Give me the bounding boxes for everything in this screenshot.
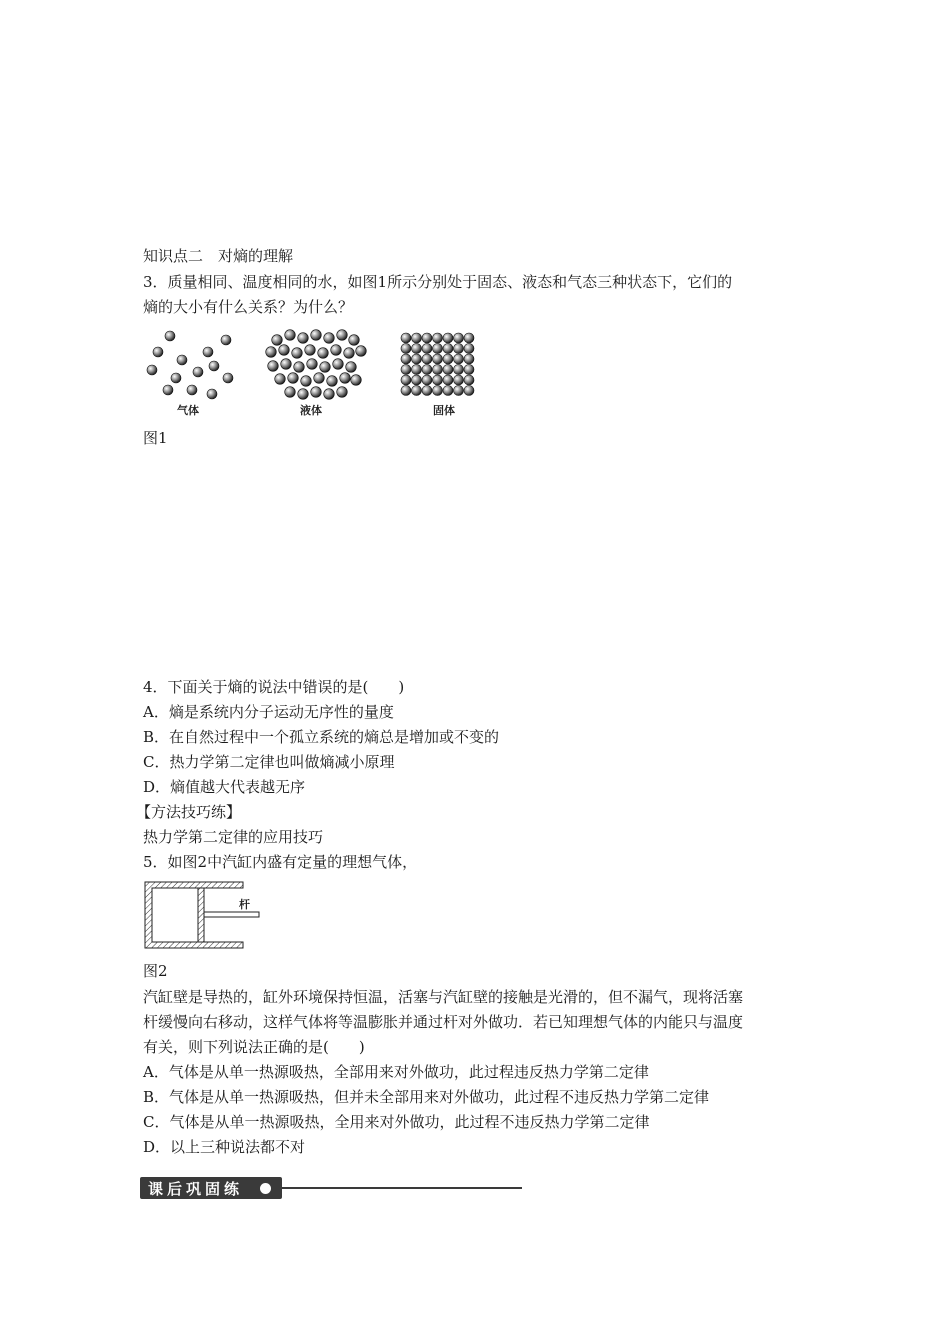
question-5-option-b: B．气体是从单一热源吸热，但并未全部用来对外做功，此过程不违反热力学第二定律 (143, 1088, 710, 1106)
question-3-line-1: 3．质量相同、温度相同的水，如图1所示分别处于固态、液态和气态三种状态下，它们的 (143, 273, 733, 291)
molecule (337, 387, 348, 398)
liquid-label: 液体 (300, 404, 322, 417)
question-5-body-3: 有关，则下列说法正确的是( ) (143, 1038, 365, 1056)
molecule (412, 354, 422, 364)
molecule (337, 330, 348, 341)
after-class-banner (140, 1176, 525, 1202)
molecule (433, 333, 443, 343)
molecule (401, 333, 411, 343)
molecule (412, 375, 422, 385)
molecule (422, 365, 432, 375)
molecule (285, 330, 296, 341)
molecule (433, 375, 443, 385)
question-5-option-a: A．气体是从单一热源吸热，全部用来对外做功，此过程违反热力学第二定律 (143, 1063, 649, 1081)
question-5-option-d: D．以上三种说法都不对 (143, 1138, 306, 1156)
molecule (147, 365, 157, 375)
molecule (333, 359, 344, 370)
banner-box (140, 1177, 282, 1199)
molecule (351, 375, 362, 386)
molecule (307, 359, 318, 370)
methods-subheading: 热力学第二定律的应用技巧 (143, 828, 324, 846)
molecule (275, 374, 286, 385)
molecule (401, 375, 411, 385)
molecule (314, 373, 325, 384)
molecule (454, 365, 464, 375)
molecule (318, 348, 329, 359)
molecule (433, 386, 443, 396)
molecule (298, 389, 309, 400)
molecule (311, 387, 322, 398)
molecule (422, 375, 432, 385)
gas-molecules (147, 331, 233, 399)
solid-label: 固体 (433, 404, 455, 417)
solid-molecules (401, 333, 474, 396)
question-4-option-b: B．在自然过程中一个孤立系统的熵总是增加或不变的 (143, 728, 500, 746)
molecule (443, 386, 453, 396)
molecule (305, 345, 316, 356)
molecule (268, 361, 279, 372)
molecule (301, 376, 312, 387)
molecule (177, 355, 187, 365)
molecule (292, 348, 303, 359)
molecule (443, 375, 453, 385)
molecule (464, 386, 474, 396)
molecule (464, 344, 474, 354)
molecule-states-figure (140, 326, 480, 422)
question-4-option-d: D．熵值越大代表越无序 (143, 778, 306, 796)
molecule (340, 373, 351, 384)
circle-icon (260, 1183, 271, 1194)
molecule (203, 347, 213, 357)
molecule (171, 373, 181, 383)
molecule (422, 354, 432, 364)
molecule (412, 344, 422, 354)
molecule (454, 375, 464, 385)
question-5-body-1: 汽缸壁是导热的，缸外环境保持恒温，活塞与汽缸壁的接触是光滑的，但不漏气，现将活塞 (143, 988, 744, 1006)
molecule (272, 335, 283, 346)
cylinder-piston-figure (140, 880, 265, 952)
molecule (187, 385, 197, 395)
molecule (327, 376, 338, 387)
molecule (454, 333, 464, 343)
molecule (422, 386, 432, 396)
molecule (422, 333, 432, 343)
banner-label: 课后巩固练 (148, 1180, 244, 1198)
figure-2-caption: 图2 (143, 962, 168, 980)
section-heading: 知识点二 对熵的理解 (143, 247, 294, 265)
molecule (165, 331, 175, 341)
question-5-body-2: 杆缓慢向右移动，这样气体将等温膨胀并通过杆对外做功．若已知理想气体的内能只与温度 (143, 1013, 744, 1031)
molecule (331, 345, 342, 356)
question-5-option-c: C．气体是从单一热源吸热，全用来对外做功，此过程不违反热力学第二定律 (143, 1113, 650, 1131)
molecule (324, 389, 335, 400)
question-4-option-a: A．熵是系统内分子运动无序性的量度 (143, 703, 394, 721)
molecule (433, 354, 443, 364)
molecule (163, 385, 173, 395)
molecule (401, 386, 411, 396)
molecule (412, 365, 422, 375)
molecule (221, 335, 231, 345)
molecule (346, 362, 357, 373)
piston-rod (204, 912, 259, 917)
molecule (349, 335, 360, 346)
molecule (464, 354, 474, 364)
molecule (422, 344, 432, 354)
molecule (464, 365, 474, 375)
molecule (209, 361, 219, 371)
molecule (433, 344, 443, 354)
molecule (279, 345, 290, 356)
molecule (223, 373, 233, 383)
molecule (454, 386, 464, 396)
molecule (320, 362, 331, 373)
molecule (443, 354, 453, 364)
molecule (266, 347, 277, 358)
molecule (285, 387, 296, 398)
molecule (454, 354, 464, 364)
molecule (344, 348, 355, 359)
molecule (356, 346, 367, 357)
molecule (454, 344, 464, 354)
liquid-molecules (266, 330, 367, 400)
piston (198, 888, 204, 942)
question-4-option-c: C．热力学第二定律也叫做熵减小原理 (143, 753, 395, 771)
molecule (324, 333, 335, 344)
question-5-stem: 5．如图2中汽缸内盛有定量的理想气体， (143, 853, 418, 871)
molecule (311, 330, 322, 341)
molecule (288, 373, 299, 384)
molecule (294, 362, 305, 373)
question-4-stem: 4．下面关于熵的说法中错误的是( ) (143, 678, 405, 696)
rod-label: 杆 (239, 898, 250, 911)
molecule (207, 389, 217, 399)
molecule (153, 347, 163, 357)
question-3-line-2: 熵的大小有什么关系？为什么？ (143, 298, 354, 316)
molecule (281, 359, 292, 370)
molecule (193, 367, 203, 377)
banner-rule (282, 1187, 522, 1189)
molecule (433, 365, 443, 375)
molecule (443, 333, 453, 343)
molecule (401, 344, 411, 354)
gas-label: 气体 (177, 404, 199, 417)
figure-1-caption: 图1 (143, 429, 168, 447)
molecule (412, 333, 422, 343)
molecule (464, 333, 474, 343)
molecule (401, 354, 411, 364)
molecule (298, 333, 309, 344)
methods-heading: 【方法技巧练】 (136, 803, 242, 821)
molecule (443, 365, 453, 375)
molecule (464, 375, 474, 385)
molecule (412, 386, 422, 396)
molecule (401, 365, 411, 375)
molecule (443, 344, 453, 354)
